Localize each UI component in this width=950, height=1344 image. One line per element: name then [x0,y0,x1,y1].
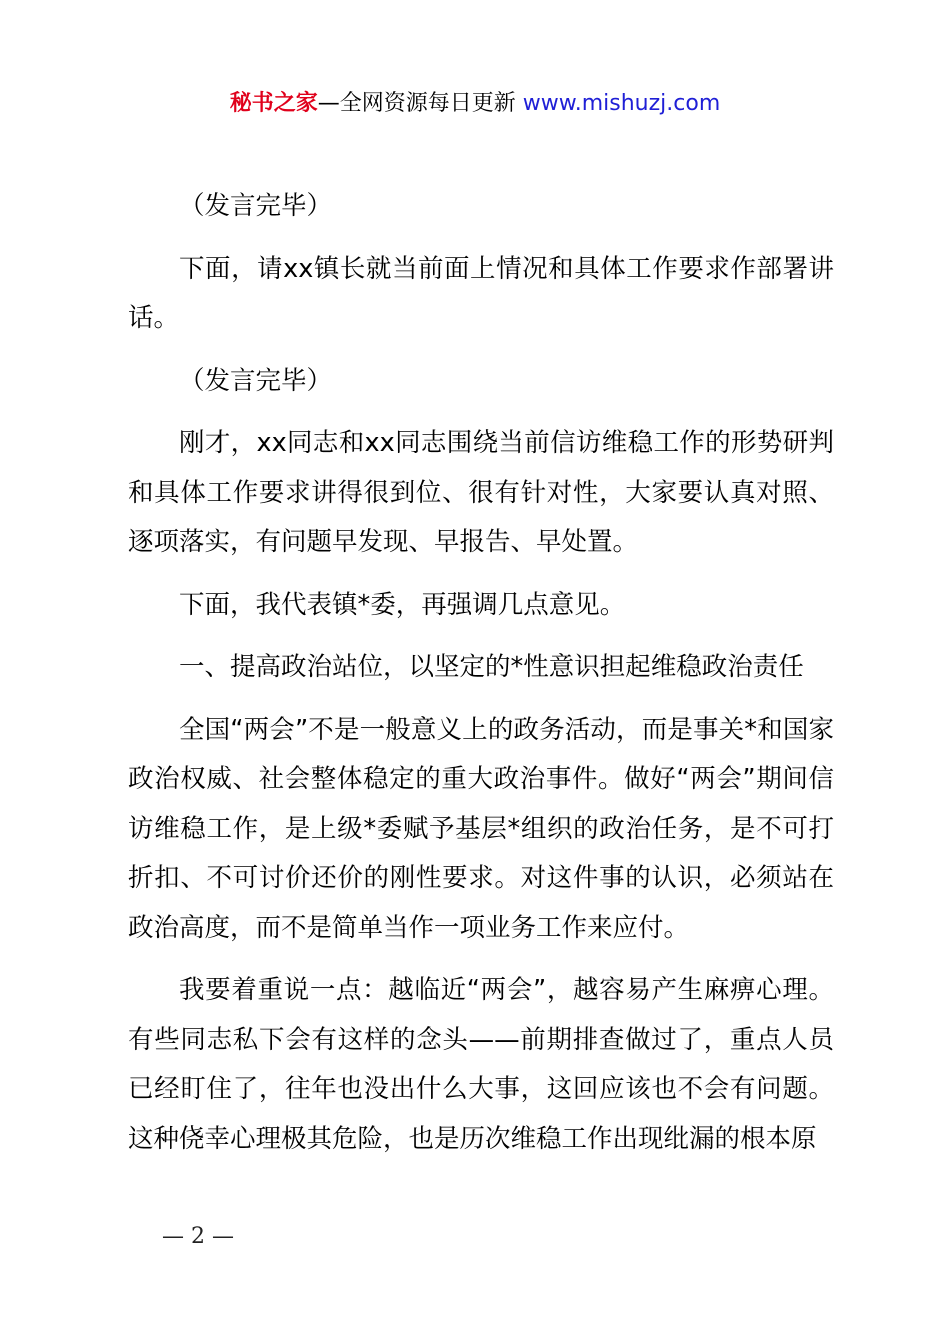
site-header [0,89,950,119]
paragraph-warning: 我要着重说一点：越临近“两会”，越容易产生麻痹心理。有些同志私下会有这样的念头——前期排查做过了，重点人员已经盯住了，往年也没出什么大事，这回应该也不会有问题。这种侥幸心理极其危险，也是历次维稳工作出现纰漏的根本原 [128,975,834,1154]
header-tagline: —全网资源每日更新 [317,91,523,116]
paragraph-speech-end-2: （发言完毕） [179,365,333,396]
paragraph-speech-end-1: （发言完毕） [179,191,333,221]
paragraph-intro-opinions: 下面，我代表镇*委，再强调几点意见。 [179,589,626,620]
page-number: — 2 — [162,1224,234,1249]
document-body [128,182,834,1177]
site-url-link[interactable]: www.mishuzj.com [522,91,721,116]
paragraph-summary: 刚才，xx同志和xx同志围绕当前信访维稳工作的形势研判和具体工作要求讲得很到位、很有针对性，大家要认真对照、逐项落实，有问题早发现、早报告、早处置。 [128,428,834,557]
paragraph-two-sessions: 全国“两会”不是一般意义上的政务活动，而是事关*和国家政治权威、社会整体稳定的重大政治事件。做好“两会”期间信访维稳工作，是上级*委赋予基层*组织的政治任务，是不可打折扣、不可讨价还价的刚性要求。对这件事的认识，必须站在政治高度，而不是简单当作一项业务工作来应付。 [128,714,834,943]
brand-name: 秘书之家 [229,91,318,116]
paragraph-invite-mayor: 下面，请xx镇长就当前面上情况和具体工作要求作部署讲话。 [128,253,834,333]
section-heading-1: 一、提高政治站位，以坚定的*性意识担起维稳政治责任 [179,652,804,682]
